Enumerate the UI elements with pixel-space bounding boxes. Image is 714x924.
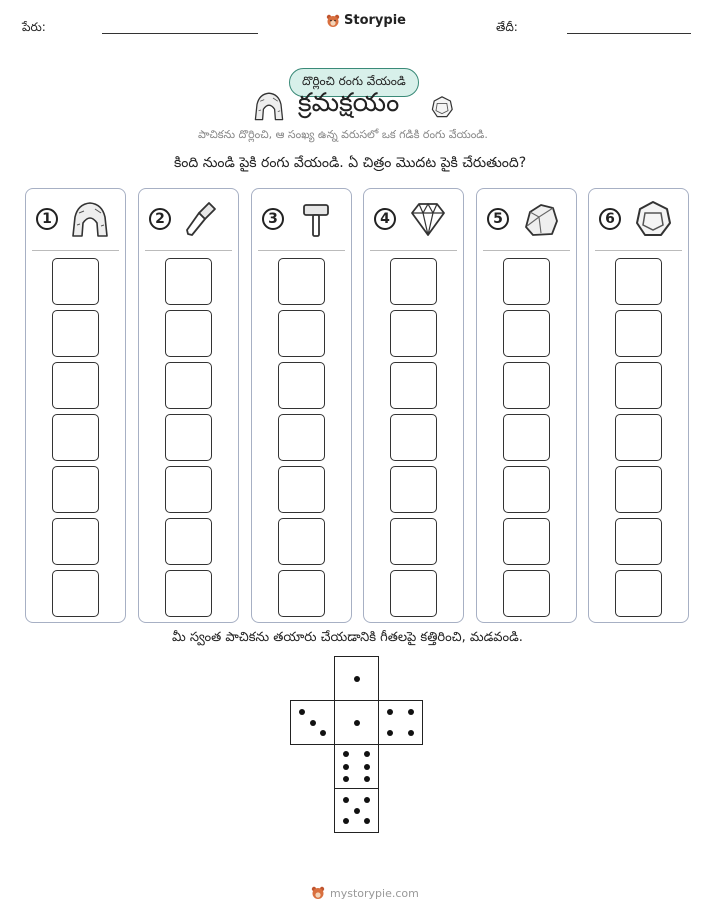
column-5: [476, 188, 577, 623]
die-pip: [354, 808, 360, 814]
color-box[interactable]: [390, 414, 437, 461]
column-divider: [32, 250, 119, 251]
footer-url[interactable]: mystorypie.com: [330, 886, 419, 900]
die-face-6: [334, 744, 379, 789]
color-box[interactable]: [615, 362, 662, 409]
color-box[interactable]: [52, 414, 99, 461]
color-box[interactable]: [52, 362, 99, 409]
die-pip: [343, 776, 349, 782]
color-box[interactable]: [615, 258, 662, 305]
die-pip: [354, 676, 360, 682]
name-line[interactable]: [102, 33, 258, 34]
die-pip: [408, 730, 414, 736]
color-box[interactable]: [165, 570, 212, 617]
name-label: పేరు:: [22, 20, 46, 34]
color-box[interactable]: [503, 466, 550, 513]
color-box[interactable]: [165, 466, 212, 513]
rock-arch-icon: [253, 90, 285, 122]
brand-logo: [326, 13, 406, 28]
color-box[interactable]: [390, 466, 437, 513]
color-box[interactable]: [390, 570, 437, 617]
color-box[interactable]: [52, 258, 99, 305]
color-box[interactable]: [615, 518, 662, 565]
color-box[interactable]: [165, 518, 212, 565]
column-divider: [145, 250, 232, 251]
color-box[interactable]: [615, 466, 662, 513]
color-box[interactable]: [52, 310, 99, 357]
color-box[interactable]: [503, 362, 550, 409]
color-box[interactable]: [165, 414, 212, 461]
color-box[interactable]: [390, 310, 437, 357]
color-box[interactable]: [278, 414, 325, 461]
gem-stone-icon: [633, 199, 673, 239]
die-face-3: [290, 700, 335, 745]
color-box[interactable]: [278, 310, 325, 357]
rock-icon: [521, 199, 561, 239]
page-subtitle: పాచికను దొర్లించి, ఆ సంఖ్య ఉన్న వరుసలో ఒక గడికి రంగు వేయండి.: [198, 128, 488, 141]
bear-mascot-icon: [326, 14, 340, 28]
diamond-icon: [408, 199, 448, 239]
die-face-5: [334, 788, 379, 833]
column-header: [589, 189, 688, 249]
column-divider: [595, 250, 682, 251]
color-box[interactable]: [165, 362, 212, 409]
die-pip: [299, 709, 305, 715]
die-pip: [310, 720, 316, 726]
coloring-instruction: కింది నుండి పైకి రంగు వేయండి. ఏ చిత్రం మొదట పైకి చేరుతుంది?: [174, 155, 527, 171]
column-number: 4: [374, 208, 396, 230]
color-box[interactable]: [503, 414, 550, 461]
column-4: [363, 188, 464, 623]
die-pip: [364, 751, 370, 757]
color-box[interactable]: [278, 258, 325, 305]
date-line[interactable]: [567, 33, 691, 34]
column-number: 1: [36, 208, 58, 230]
die-pip: [364, 797, 370, 803]
color-box[interactable]: [615, 570, 662, 617]
color-box[interactable]: [390, 258, 437, 305]
die-pip: [364, 776, 370, 782]
footer: [311, 886, 419, 900]
color-box[interactable]: [615, 310, 662, 357]
die-face-1: [334, 700, 379, 745]
bear-mascot-icon: [311, 886, 325, 900]
activity-badge: దొర్లించి రంగు వేయండి: [289, 68, 419, 97]
column-number: 5: [487, 208, 509, 230]
column-divider: [483, 250, 570, 251]
die-instruction: మీ స్వంత పాచికను తయారు చేయడానికి గీతలపై కత్తిరించి, మడవండి.: [172, 630, 523, 645]
column-number: 3: [262, 208, 284, 230]
color-box[interactable]: [503, 258, 550, 305]
color-box[interactable]: [52, 466, 99, 513]
color-box[interactable]: [52, 518, 99, 565]
color-box[interactable]: [278, 518, 325, 565]
column-divider: [370, 250, 457, 251]
column-header: [477, 189, 576, 249]
hammer-icon: [296, 199, 336, 239]
die-pip: [354, 720, 360, 726]
color-box[interactable]: [390, 518, 437, 565]
color-box[interactable]: [503, 518, 550, 565]
die-pip: [343, 797, 349, 803]
column-number: 6: [599, 208, 621, 230]
die-pip: [408, 709, 414, 715]
column-header: [364, 189, 463, 249]
column-1: [25, 188, 126, 623]
color-box[interactable]: [503, 570, 550, 617]
die-pip: [343, 764, 349, 770]
column-3: [251, 188, 352, 623]
die-pip: [320, 730, 326, 736]
column-header: [139, 189, 238, 249]
die-pip: [387, 730, 393, 736]
color-box[interactable]: [52, 570, 99, 617]
color-box[interactable]: [278, 362, 325, 409]
color-box[interactable]: [278, 570, 325, 617]
die-pip: [343, 818, 349, 824]
color-box[interactable]: [503, 310, 550, 357]
color-box[interactable]: [390, 362, 437, 409]
gem-stone-icon: [430, 95, 454, 119]
brand-name: Storypie: [344, 13, 406, 28]
page-title: క్రమక్షయం: [298, 88, 400, 118]
rock-arch-icon: [70, 199, 110, 239]
chisel-icon: [183, 199, 223, 239]
column-header: [26, 189, 125, 249]
die-face-4: [378, 700, 423, 745]
die-pip: [343, 751, 349, 757]
column-divider: [258, 250, 345, 251]
die-pip: [364, 818, 370, 824]
color-box[interactable]: [278, 466, 325, 513]
date-label: తేదీ:: [496, 20, 518, 34]
die-pip: [387, 709, 393, 715]
color-box[interactable]: [615, 414, 662, 461]
column-6: [588, 188, 689, 623]
color-box[interactable]: [165, 258, 212, 305]
die-face-1: [334, 656, 379, 701]
die-pip: [364, 764, 370, 770]
column-number: 2: [149, 208, 171, 230]
column-header: [252, 189, 351, 249]
column-2: [138, 188, 239, 623]
color-box[interactable]: [165, 310, 212, 357]
